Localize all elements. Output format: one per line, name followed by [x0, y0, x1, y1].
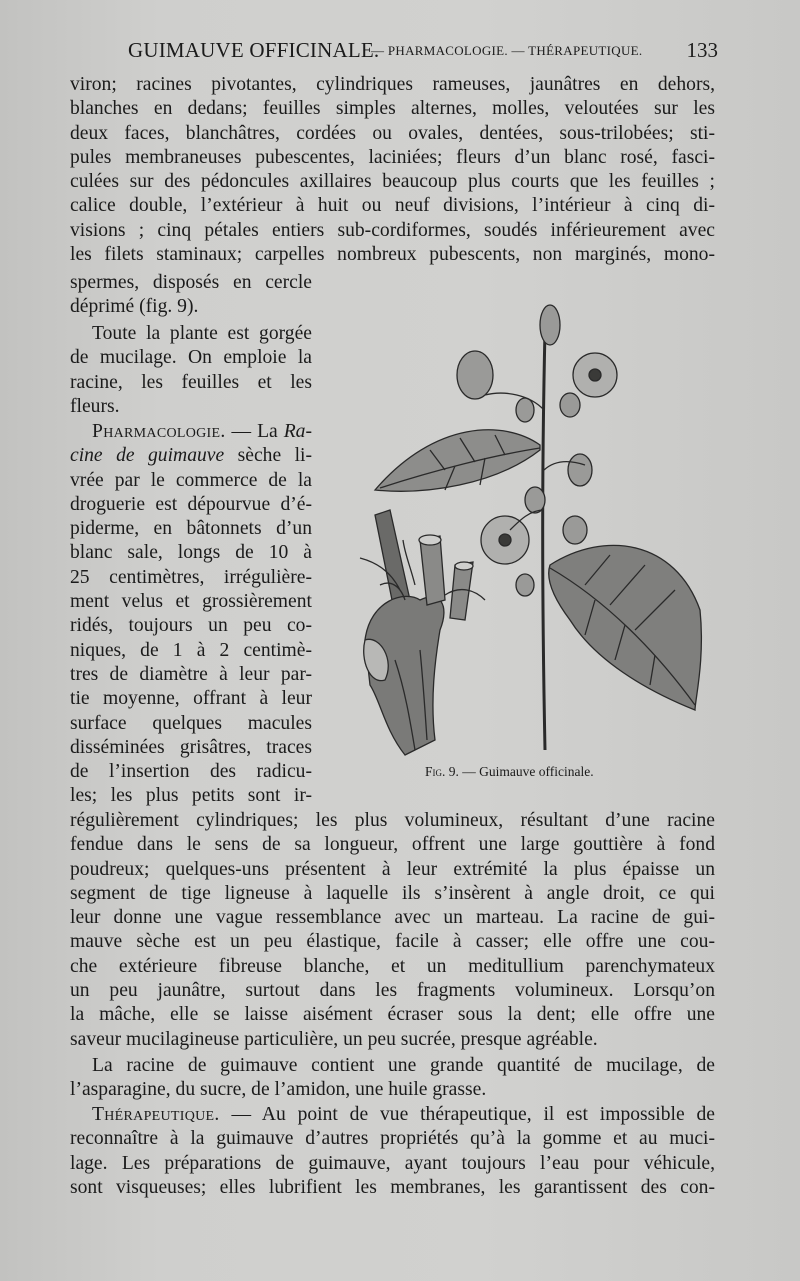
- text-line: fleurs.: [70, 395, 120, 417]
- therapeutique-paragraph: [70, 1103, 715, 1200]
- text-line: [70, 1103, 715, 1127]
- text-line: ment velus et grossièrement: [70, 591, 312, 613]
- text-line: sont visqueuses; elles lubrifient les membranes, les garantissent des con-: [70, 1176, 715, 1198]
- text-line: de l’insertion des radicu-: [70, 761, 312, 783]
- text-line: blanc sale, longs de 10 à: [70, 542, 312, 564]
- text-line: [70, 420, 312, 444]
- text-fragment: sèche li-: [224, 445, 312, 467]
- text-line: deux faces, blanchâtres, cordées ou ovales, dentées, sous-trilobées; sti-: [70, 122, 715, 144]
- page-number: 133: [686, 38, 718, 62]
- text-line: [70, 444, 312, 468]
- figure-caption: [425, 764, 594, 780]
- description-paragraph: [70, 73, 715, 267]
- text-line: surface quelques macules: [70, 712, 312, 734]
- text-line: la mâche, elle se laisse aisément écraser sous la dent; elle offre une: [70, 1004, 715, 1026]
- text-line: l’asparagine, du sucre, de l’amidon, une huile grasse.: [70, 1079, 487, 1101]
- text-line: régulièrement cylindriques; les plus volumineux, résultant d’une racine: [70, 810, 715, 831]
- mucilage-paragraph: [70, 322, 312, 419]
- text-line: fendue dans le sens de sa longueur, offrent une large gouttière à fond: [70, 834, 715, 856]
- composition-paragraph: [70, 1054, 715, 1103]
- running-header: [128, 38, 718, 66]
- text-line: blanches en dedans; feuilles simples alternes, molles, veloutées sur les: [70, 98, 715, 120]
- text-line: vrée par le commerce de la: [70, 469, 312, 491]
- text-line: saveur mucilagineuse particulière, un peu sucrée, presque agréable.: [70, 1028, 598, 1050]
- section-heading-pharmacologie: Pharmacologie.: [92, 421, 226, 442]
- header-title: GUIMAUVE OFFICINALE.: [128, 38, 380, 62]
- italic-term: cine de guimauve: [70, 445, 225, 467]
- text-line: piderme, en bâtonnets d’un: [70, 518, 312, 540]
- plant-stem: [543, 330, 545, 750]
- text-line: viron; racines pivotantes, cylindriques rameuses, jaunâtres en dehors,: [70, 74, 715, 95]
- text-line: calice double, l’extérieur à huit ou neuf divisions, l’intérieur à cinq di-: [70, 195, 715, 217]
- text-line: disséminées grisâtres, traces: [70, 736, 312, 758]
- flower: [481, 516, 529, 564]
- root-illustration: [360, 510, 485, 755]
- text-fragment: — Au point de vue thérapeutique, il est impossible de: [219, 1104, 715, 1125]
- text-line: pules membraneuses pubescentes, laciniées; fleurs d’un blanc rosé, fasci-: [70, 146, 715, 168]
- text-line: La racine de guimauve contient une grande quantité de mucilage, de: [92, 1055, 715, 1076]
- text-line: ridés, toujours un peu co-: [70, 615, 312, 637]
- text-line: reconnaître à la guimauve d’autres propriétés qu’à la gomme et au muci-: [70, 1128, 715, 1150]
- header-subtitle: — PHARMACOLOGIE. — THÉRAPEUTIQUE.: [371, 43, 643, 58]
- text-line: culées sur des pédoncules axillaires beaucoup plus courts que les feuilles ;: [70, 171, 715, 193]
- text-line: visions ; cinq pétales entiers sub-cordiformes, soudés inférieurement avec: [70, 219, 715, 241]
- text-line: lage. Les préparations de guimauve, ayant toujours l’eau pour véhicule,: [70, 1152, 715, 1174]
- text-line: les filets staminaux; carpelles nombreux pubescents, non marginés, mono-: [70, 244, 715, 266]
- section-heading-therapeutique: Thérapeutique.: [92, 1104, 220, 1125]
- pharmacologie-continued: [70, 809, 715, 1052]
- caption-text: — Guimauve officinale.: [458, 764, 594, 779]
- figure-label: Fig. 9.: [425, 764, 459, 779]
- pharmacologie-paragraph: [70, 420, 312, 809]
- italic-term: Ra-: [283, 421, 312, 442]
- heading-dash: — La: [225, 421, 284, 442]
- guimauve-illustration: [345, 300, 715, 760]
- text-line: Toute la plante est gorgée: [92, 323, 312, 344]
- text-line: tres de diamètre à leur par-: [70, 663, 312, 685]
- leaf-right: [549, 545, 702, 710]
- leaf-left: [375, 430, 540, 491]
- text-line: che extérieure fibreuse blanche, et un meditullium parenchymateux: [70, 955, 715, 977]
- text-line: de mucilage. On emploie la: [70, 347, 312, 369]
- flower: [573, 353, 617, 397]
- text-line: 25 centimètres, irrégulière-: [70, 566, 312, 588]
- text-line: tie moyenne, offrant à leur: [70, 688, 312, 710]
- text-line: niques, de 1 à 2 centimè-: [70, 639, 312, 661]
- text-line: poudreux; quelques-uns présentent à leur extrémité la plus épaisse un: [70, 858, 715, 880]
- text-line: les; les plus petits sont ir-: [70, 785, 312, 807]
- text-line: spermes, disposés en cercle: [70, 272, 312, 293]
- text-line: déprimé (fig. 9).: [70, 296, 199, 318]
- text-line: segment de tige ligneuse à laquelle ils s’insèrent à angle droit, ce qui: [70, 882, 715, 904]
- text-line: mauve sèche est un peu élastique, facile à casser; elle offre une cou-: [70, 931, 715, 953]
- text-line: leur donne une vague ressemblance avec un marteau. La racine de gui-: [70, 907, 715, 929]
- narrow-column: [70, 271, 312, 320]
- text-line: un peu jaunâtre, surtout dans les fragments volumineux. Lorsqu’on: [70, 980, 715, 1002]
- text-line: droguerie est dépourvue d’é-: [70, 493, 312, 515]
- text-line: racine, les feuilles et les: [70, 371, 312, 393]
